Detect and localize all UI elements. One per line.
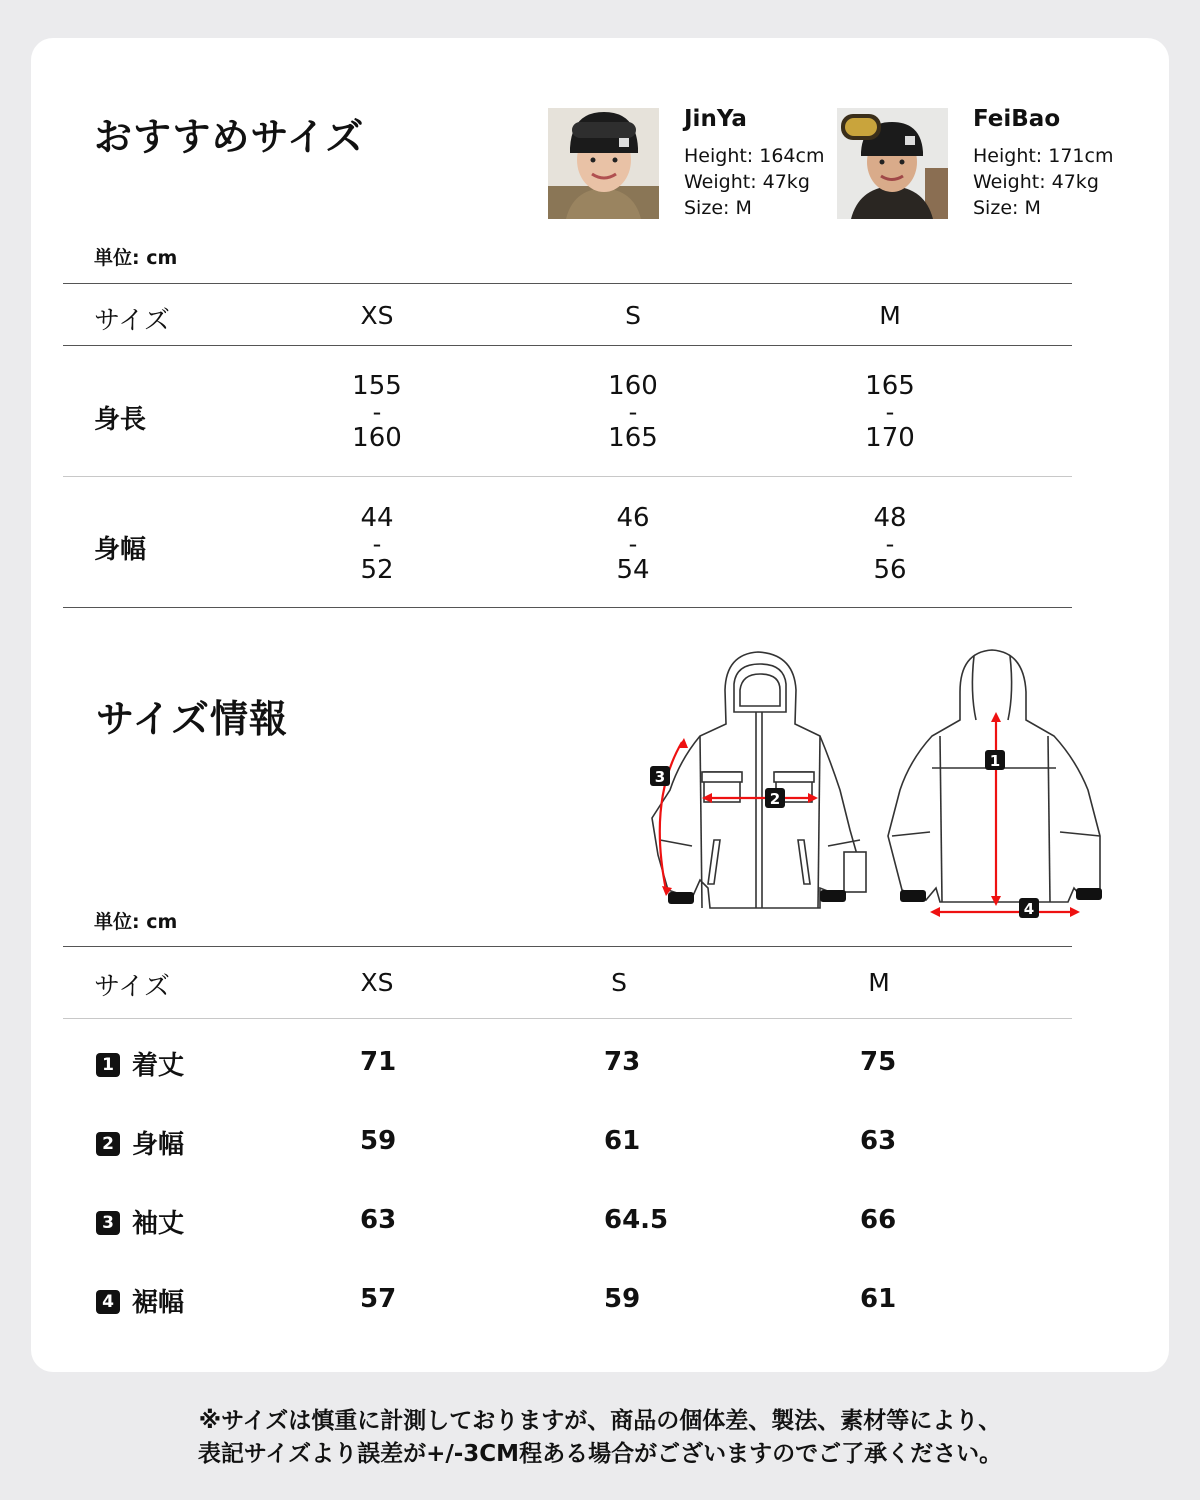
measure-row-sleeve: 3 袖丈	[96, 1203, 184, 1240]
badge-3: 3	[96, 1211, 120, 1235]
rec-table-bottom-rule	[63, 607, 1072, 608]
rec-table-header-rule	[63, 345, 1072, 346]
model-name-jinya: JinYa	[684, 106, 747, 132]
info-table-header-rule	[63, 1018, 1072, 1019]
model-weight-feibao: Weight: 47kg	[973, 171, 1099, 193]
chest-m: 63	[860, 1126, 897, 1156]
hem-m: 61	[860, 1284, 897, 1314]
rec-table-top-rule	[63, 283, 1072, 284]
model-size-jinya: Size: M	[684, 197, 752, 219]
diagram-marker-1: 1	[989, 752, 1001, 770]
length-s: 73	[604, 1047, 641, 1077]
diagram-marker-2: 2	[769, 790, 781, 808]
badge-4: 4	[96, 1290, 120, 1314]
info-header-s: S	[611, 968, 627, 997]
model-height-jinya: Height: 164cm	[684, 145, 825, 167]
rec-header-size-label: サイズ	[94, 306, 170, 336]
badge-2: 2	[96, 1132, 120, 1156]
hem-s: 59	[604, 1284, 641, 1314]
info-header-xs: XS	[360, 968, 394, 997]
diagram-marker-4: 4	[1023, 900, 1035, 918]
info-unit-label: 単位: cm	[94, 911, 178, 933]
recommended-size-title: おすすめサイズ	[94, 115, 365, 159]
length-xs: 71	[360, 1047, 397, 1077]
rec-height-m: 165 - 170	[865, 371, 915, 453]
sleeve-m: 66	[860, 1205, 897, 1235]
rec-height-xs: 155 - 160	[352, 371, 402, 453]
rec-row-label-height: 身長	[94, 405, 147, 435]
model-weight-jinya: Weight: 47kg	[684, 171, 810, 193]
rec-width-xs: 44 - 52	[360, 503, 394, 585]
badge-1: 1	[96, 1053, 120, 1077]
model-photo-feibao	[837, 108, 948, 219]
rec-height-s: 160 - 165	[608, 371, 658, 453]
rec-width-m: 48 - 56	[873, 503, 907, 585]
rec-width-s: 46 - 54	[616, 503, 650, 585]
model-height-feibao: Height: 171cm	[973, 145, 1114, 167]
measure-row-hem: 4 裾幅	[96, 1282, 184, 1319]
chest-s: 61	[604, 1126, 641, 1156]
jacket-measurement-diagram	[630, 640, 1110, 930]
rec-header-xs: XS	[360, 301, 394, 330]
disclaimer-line-2: 表記サイズより誤差が+/-3CM程ある場合がございますのでご了承ください。	[197, 1441, 1003, 1467]
hem-xs: 57	[360, 1284, 397, 1314]
rec-header-s: S	[625, 301, 641, 330]
rec-row-label-width: 身幅	[94, 535, 147, 565]
sleeve-xs: 63	[360, 1205, 397, 1235]
model-name-feibao: FeiBao	[973, 106, 1061, 132]
info-header-size-label: サイズ	[94, 972, 170, 1002]
rec-table-row-rule	[63, 476, 1072, 477]
length-m: 75	[860, 1047, 897, 1077]
rec-header-m: M	[879, 301, 901, 330]
sleeve-s: 64.5	[604, 1205, 669, 1235]
info-header-m: M	[868, 968, 890, 997]
measure-row-length: 1 着丈	[96, 1045, 184, 1082]
size-info-title: サイズ情報	[96, 697, 288, 741]
chest-xs: 59	[360, 1126, 397, 1156]
disclaimer-note	[0, 1405, 1200, 1471]
diagram-marker-3: 3	[654, 768, 666, 786]
disclaimer-line-1: ※サイズは慎重に計測しておりますが、商品の個体差、製法、素材等により、	[198, 1408, 1002, 1434]
model-photo-jinya	[548, 108, 659, 219]
rec-unit-label: 単位: cm	[94, 247, 178, 269]
measure-row-chest: 2 身幅	[96, 1124, 184, 1161]
info-table-top-rule	[63, 946, 1072, 947]
model-size-feibao: Size: M	[973, 197, 1041, 219]
